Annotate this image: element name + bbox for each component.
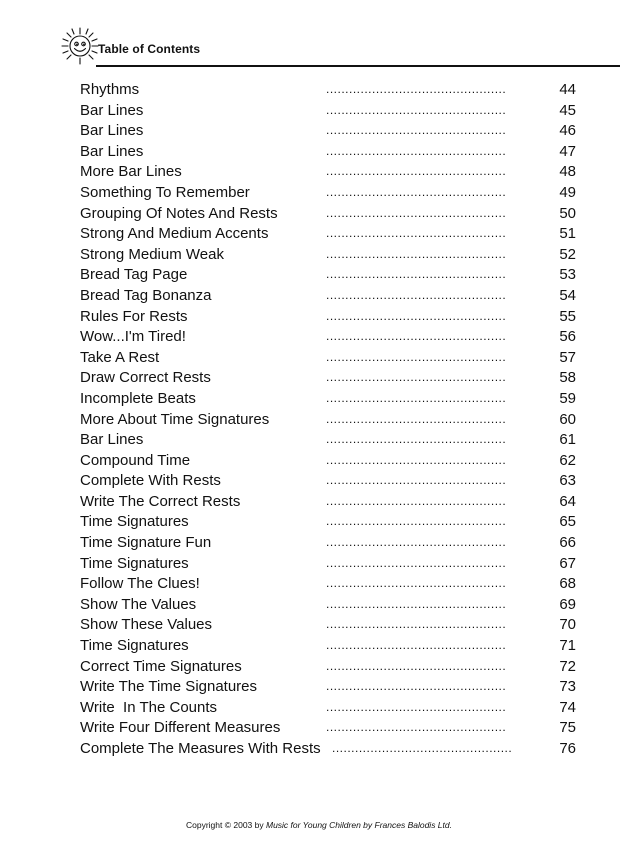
toc-entry (80, 101, 576, 122)
toc-entry-title: Time Signature Fun (80, 534, 212, 552)
toc-entry-page: 53 (559, 266, 576, 284)
table-of-contents (80, 80, 576, 760)
toc-entry-title: Bar Lines (80, 101, 144, 119)
toc-leader-dots: ............................................... (326, 164, 507, 179)
toc-leader-dots: ............................................... (326, 205, 507, 220)
toc-entry-title: Follow The Clues! (80, 575, 200, 593)
toc-entry-title: Time Signatures (80, 637, 189, 655)
toc-entry-title: Show These Values (80, 616, 213, 634)
toc-entry (80, 718, 576, 739)
toc-entry (80, 554, 576, 575)
toc-entry (80, 265, 576, 286)
copyright-prefix: Copyright © 2003 by (186, 820, 266, 830)
toc-entry-page: 74 (559, 698, 576, 716)
toc-entry-title: Write The Correct Rests (80, 492, 241, 510)
toc-entry (80, 677, 576, 698)
toc-entry (80, 327, 576, 348)
toc-leader-dots: ............................................... (326, 699, 507, 714)
toc-leader-dots: ............................................... (326, 576, 507, 591)
toc-leader-dots: ............................................... (326, 617, 507, 632)
toc-leader-dots: ............................................... (326, 349, 507, 364)
toc-entry (80, 739, 576, 760)
toc-leader-dots: ............................................... (326, 473, 507, 488)
toc-entry (80, 595, 576, 616)
toc-entry-page: 56 (559, 328, 576, 346)
toc-entry (80, 471, 576, 492)
toc-entry-page: 70 (559, 616, 576, 634)
toc-entry-title: Complete The Measures With Rests (80, 740, 321, 757)
toc-entry-page: 67 (559, 554, 576, 572)
toc-entry-title: Strong Medium Weak (80, 245, 224, 263)
toc-leader-dots: ............................................... (326, 82, 507, 96)
toc-entry (80, 142, 576, 163)
toc-entry (80, 636, 576, 657)
toc-entry-title: Write In The Counts (80, 698, 218, 716)
toc-entry-title: Something To Remember (80, 183, 250, 201)
toc-entry-page: 50 (559, 204, 576, 222)
toc-leader-dots: ............................................... (326, 432, 507, 447)
toc-entry-page: 48 (559, 163, 576, 181)
toc-entry-title: Time Signatures (80, 554, 189, 572)
toc-leader-dots: ............................................... (326, 329, 507, 344)
toc-entry-page: 44 (559, 81, 576, 98)
toc-entry (80, 492, 576, 513)
toc-entry-page: 68 (559, 575, 576, 593)
toc-entry-page: 49 (559, 183, 576, 201)
toc-entry-title: Bar Lines (80, 431, 144, 449)
toc-entry-title: Correct Time Signatures (80, 657, 242, 675)
toc-leader-dots: ............................................... (326, 123, 507, 138)
toc-entry-title: Wow...I'm Tired! (80, 328, 186, 346)
toc-entry-page: 51 (559, 225, 576, 243)
toc-entry-page: 59 (559, 389, 576, 407)
toc-entry-page: 54 (559, 286, 576, 304)
toc-entry-title: Bar Lines (80, 142, 144, 160)
toc-leader-dots: ............................................... (326, 638, 507, 653)
toc-entry (80, 512, 576, 533)
toc-leader-dots: ............................................... (326, 226, 507, 241)
toc-entry-title: Take A Rest (80, 348, 160, 366)
toc-entry (80, 657, 576, 678)
toc-entry (80, 286, 576, 307)
toc-leader-dots: ............................................... (326, 390, 507, 405)
toc-leader-dots: ............................................... (326, 184, 507, 199)
toc-entry-title: Show The Values (80, 595, 197, 613)
toc-entry-title: Complete With Rests (80, 472, 221, 490)
toc-leader-dots: ............................................... (326, 493, 507, 508)
toc-entry-title: Grouping Of Notes And Rests (80, 204, 278, 222)
toc-entry-title: Write Four Different Measures (80, 719, 281, 737)
toc-leader-dots: ............................................... (326, 143, 507, 158)
toc-entry-page: 66 (559, 534, 576, 552)
toc-entry (80, 162, 576, 183)
toc-entry (80, 183, 576, 204)
toc-entry-page: 64 (559, 492, 576, 510)
toc-leader-dots: ............................................... (326, 555, 507, 570)
toc-entry (80, 204, 576, 225)
toc-leader-dots: ............................................... (326, 658, 507, 673)
toc-entry-title: Rules For Rests (80, 307, 188, 325)
toc-entry-page: 71 (559, 637, 576, 655)
toc-entry-page: 72 (559, 657, 576, 675)
toc-entry-title: Compound Time (80, 451, 191, 469)
toc-leader-dots: ............................................... (326, 308, 507, 323)
toc-entry-title: Time Signatures (80, 513, 189, 531)
toc-entry (80, 430, 576, 451)
toc-leader-dots: ............................................... (326, 267, 507, 282)
toc-entry-title: Write The Time Signatures (80, 678, 258, 696)
toc-entry-page: 63 (559, 472, 576, 490)
toc-entry-title: More Bar Lines (80, 163, 182, 181)
toc-entry (80, 348, 576, 369)
toc-entry-page: 76 (559, 740, 576, 757)
copyright-publisher: Music for Young Children by Frances Balodis Ltd. (265, 820, 452, 830)
toc-entry (80, 451, 576, 472)
toc-entry (80, 245, 576, 266)
toc-entry (80, 307, 576, 328)
toc-leader-dots: ............................................... (326, 679, 507, 694)
toc-entry-title: Bar Lines (80, 122, 144, 140)
toc-entry (80, 698, 576, 719)
toc-entry (80, 615, 576, 636)
header-title: Table of Contents (98, 42, 201, 56)
toc-entry (80, 389, 576, 410)
toc-entry-title: Incomplete Beats (80, 389, 196, 407)
toc-entry-title: Bread Tag Bonanza (80, 286, 212, 304)
toc-entry-page: 61 (559, 431, 576, 449)
toc-entry-page: 58 (559, 369, 576, 387)
toc-entry (80, 368, 576, 389)
toc-entry-page: 55 (559, 307, 576, 325)
toc-entry-page: 46 (559, 122, 576, 140)
toc-leader-dots: ............................................... (326, 514, 507, 529)
copyright-footer (0, 820, 638, 830)
toc-leader-dots: ............................................... (326, 720, 507, 735)
toc-entry-page: 65 (559, 513, 576, 531)
header-divider (96, 65, 620, 67)
toc-leader-dots: ............................................... (326, 596, 507, 611)
toc-leader-dots: ............................................... (326, 535, 507, 550)
toc-entry-title: Strong And Medium Accents (80, 225, 269, 243)
page-header (60, 24, 620, 68)
toc-leader-dots: ............................................... (326, 246, 507, 261)
toc-entry-page: 47 (559, 142, 576, 160)
toc-entry (80, 533, 576, 554)
toc-entry-page: 45 (559, 101, 576, 119)
toc-leader-dots: ............................................... (326, 102, 507, 117)
toc-entry-page: 57 (559, 348, 576, 366)
toc-leader-dots: ............................................... (326, 452, 507, 467)
sun-face-icon (60, 26, 100, 66)
toc-entry-page: 69 (559, 595, 576, 613)
toc-entry (80, 121, 576, 142)
toc-leader-dots: ............................................... (326, 411, 507, 426)
toc-entry (80, 224, 576, 245)
toc-entry (80, 410, 576, 431)
toc-entry (80, 80, 576, 101)
toc-entry-page: 60 (559, 410, 576, 428)
toc-leader-dots: ............................................... (326, 287, 507, 302)
toc-entry-page: 52 (559, 245, 576, 263)
toc-entry-page: 73 (559, 678, 576, 696)
toc-entry-title: Bread Tag Page (80, 266, 188, 284)
toc-entry-title: More About Time Signatures (80, 410, 270, 428)
toc-entry-title: Rhythms (80, 81, 140, 98)
toc-entry-page: 62 (559, 451, 576, 469)
toc-leader-dots: ............................................... (326, 370, 507, 385)
toc-entry (80, 574, 576, 595)
toc-entry-title: Draw Correct Rests (80, 369, 211, 387)
toc-leader-dots: ............................................... (332, 741, 513, 755)
toc-entry-page: 75 (559, 719, 576, 737)
